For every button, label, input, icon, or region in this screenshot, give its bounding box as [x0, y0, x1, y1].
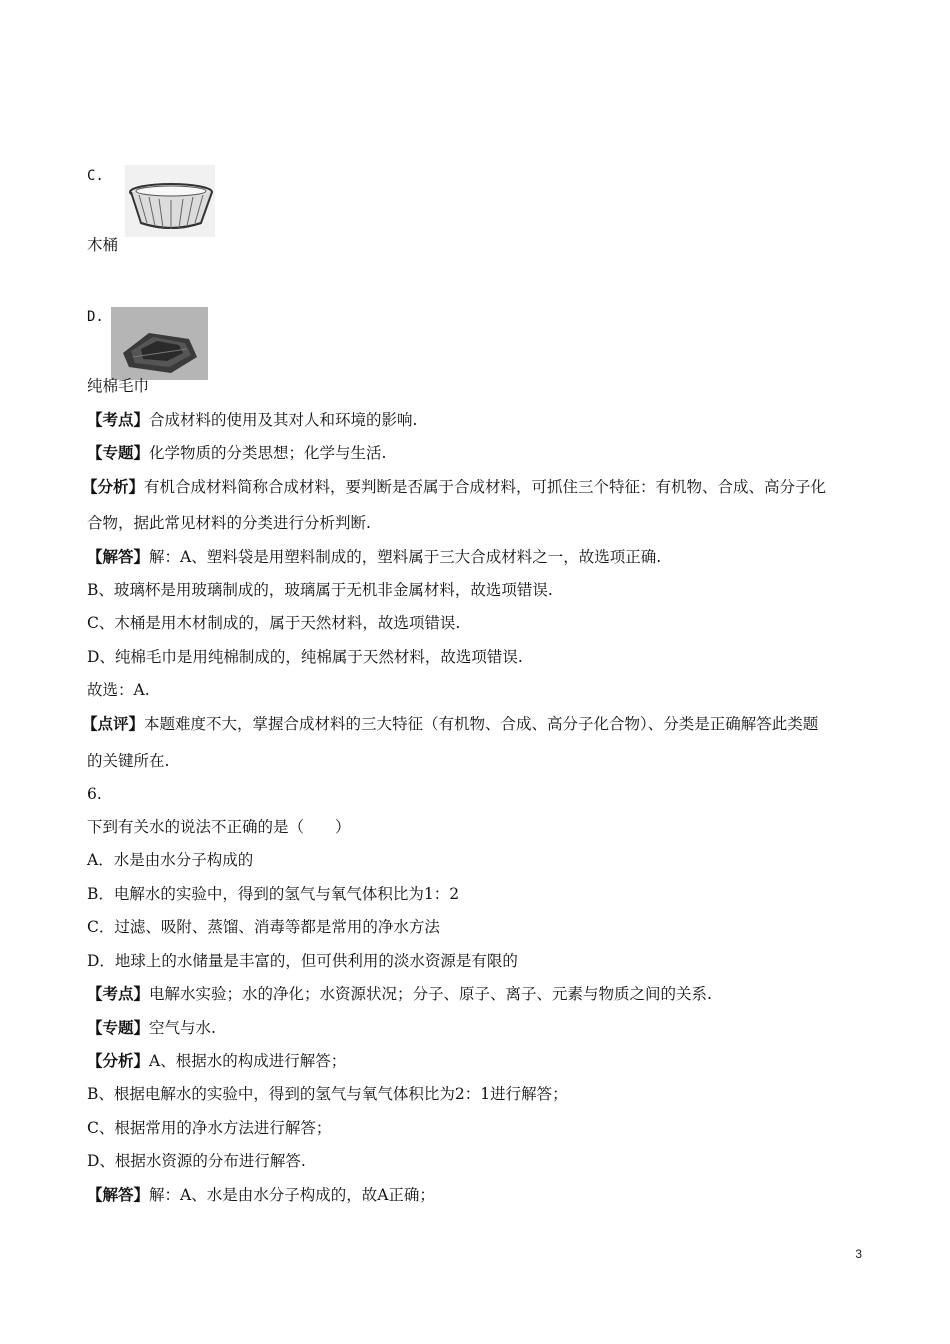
dianping-text: 本题难度不大，掌握合成材料的三大特征（有机物、合成、高分子化合物）、分类是正确解答此类题	[144, 715, 819, 733]
option-c: C．过滤、吸附、蒸馏、消毒等都是常用的净水方法	[87, 918, 440, 936]
q6-jieda-row	[87, 1185, 435, 1205]
dianping-line-2: 的关键所在.	[87, 752, 170, 770]
zhuanti-row	[87, 443, 386, 463]
option-d-caption: 纯棉毛巾	[87, 377, 150, 395]
answer-line: 故选：A.	[87, 681, 150, 699]
option-b: B．电解水的实验中，得到的氢气与氧气体积比为1：2	[87, 885, 460, 903]
page-number: 3	[855, 1247, 862, 1261]
q6-fenxi-row	[87, 1051, 346, 1071]
option-d: D．地球上的水储量是丰富的，但可供利用的淡水资源是有限的	[87, 952, 518, 970]
q6-fenxi-line-2: B、根据电解水的实验中，得到的氢气与氧气体积比为2：1进行解答；	[87, 1085, 568, 1103]
q6-jieda-tag: 【解答】	[87, 1185, 150, 1204]
q6-zhuanti-text: 空气与水.	[149, 1019, 216, 1037]
q6-zhuanti-row	[87, 1018, 216, 1038]
zhuanti-tag: 【专题】	[87, 443, 150, 462]
fenxi-line-2: 合物，据此常见材料的分类进行分析判断.	[87, 514, 371, 532]
q6-fenxi-tag: 【分析】	[87, 1051, 150, 1070]
fenxi-tag: 【分析】	[82, 477, 145, 496]
fenxi-text: 有机合成材料简称合成材料，要判断是否属于合成材料，可抓住三个特征：有机物、合成、高分子化	[144, 478, 827, 496]
wooden-bucket-image	[125, 165, 215, 237]
kaodian-text: 合成材料的使用及其对人和环境的影响.	[149, 411, 418, 429]
option-a: A．水是由水分子构成的	[87, 851, 254, 869]
kaodian-tag: 【考点】	[87, 410, 150, 429]
q6-kaodian-row	[87, 984, 712, 1004]
dianping-row	[82, 714, 818, 734]
jieda-tag: 【解答】	[87, 547, 150, 566]
q6-kaodian-text: 电解水实验；水的净化；水资源状况；分子、原子、离子、元素与物质之间的关系.	[149, 985, 712, 1003]
q6-jieda-text: 解：A、水是由水分子构成的，故A正确；	[149, 1186, 435, 1204]
dianping-tag: 【点评】	[82, 714, 145, 733]
fenxi-row	[82, 477, 826, 497]
jieda-line-2: B、玻璃杯是用玻璃制成的，玻璃属于无机非金属材料，故选项错误.	[87, 581, 553, 599]
jieda-line-3: C、木桶是用木材制成的，属于天然材料，故选项错误.	[87, 614, 461, 632]
jieda-text: 解：A、塑料袋是用塑料制成的，塑料属于三大合成材料之一，故选项正确.	[149, 548, 662, 566]
q6-fenxi-line-4: D、根据水资源的分布进行解答.	[87, 1152, 306, 1170]
option-c-caption: 木桶	[87, 236, 119, 254]
zhuanti-text: 化学物质的分类思想；化学与生活.	[149, 444, 387, 462]
option-c-label: C.	[87, 168, 104, 184]
question-stem: 下到有关水的说法不正确的是（ ）	[87, 818, 351, 836]
jieda-row	[87, 547, 661, 567]
option-d-label: D.	[87, 309, 104, 325]
question-number: 6.	[87, 785, 102, 803]
jieda-line-4: D、纯棉毛巾是用纯棉制成的，纯棉属于天然材料，故选项错误.	[87, 648, 523, 666]
kaodian-row	[87, 410, 417, 430]
q6-kaodian-tag: 【考点】	[87, 984, 150, 1003]
q6-fenxi-text: A、根据水的构成进行解答；	[149, 1052, 347, 1070]
cotton-towel-image	[111, 307, 208, 380]
q6-zhuanti-tag: 【专题】	[87, 1018, 150, 1037]
q6-fenxi-line-3: C、根据常用的净水方法进行解答；	[87, 1119, 332, 1137]
